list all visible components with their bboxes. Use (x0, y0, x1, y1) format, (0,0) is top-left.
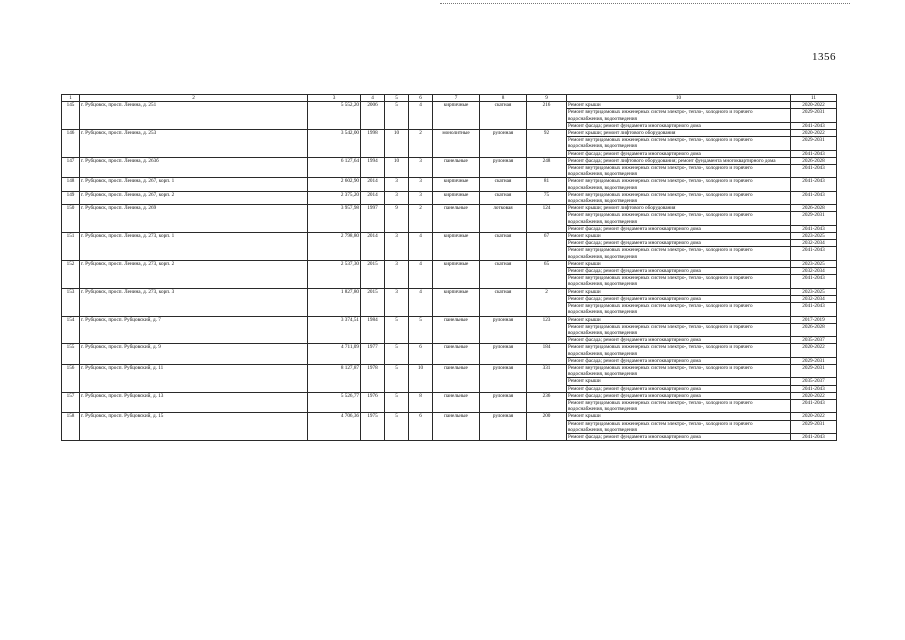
address-cell: г. Рубцовск, просп. Рубцовский, д. 11 (80, 364, 308, 392)
repair-period-cell: 2041-2043 (791, 275, 837, 288)
repair-work-cell: Ремонт фасада; ремонт фундамента многоквартирного дома (567, 385, 791, 392)
entrances-cell: 6 (409, 344, 433, 365)
year-cell: 2006 (361, 102, 385, 130)
column-number-row (62, 95, 837, 102)
wall-material-cell: кирпичные (433, 260, 480, 288)
year-cell: 1998 (361, 130, 385, 158)
roof-type-cell: рулонная (480, 392, 527, 413)
year-cell: 1994 (361, 157, 385, 178)
roof-type-cell: скатная (480, 233, 527, 261)
residents-cell: 216 (527, 102, 567, 130)
wall-material-cell: панельные (433, 413, 480, 441)
repair-period-cell: 2029-2031 (791, 357, 837, 364)
area-cell: 5 526,77 (308, 392, 361, 413)
address-cell: г. Рубцовск, просп. Ленина, д. 273, корп. 2 (80, 260, 308, 288)
repair-period-cell: 2026-2028 (791, 205, 837, 212)
row-number: 147 (62, 157, 80, 178)
residents-cell: 200 (527, 413, 567, 441)
repair-period-cell: 2023-2025 (791, 288, 837, 295)
row-number: 145 (62, 102, 80, 130)
repair-period-cell: 2029-2031 (791, 212, 837, 225)
entrances-cell: 4 (409, 102, 433, 130)
address-cell: г. Рубцовск, просп. Рубцовский, д. 9 (80, 344, 308, 365)
residents-cell: 184 (527, 344, 567, 365)
roof-type-cell: скатная (480, 288, 527, 316)
repair-period-cell: 2026-2028 (791, 157, 837, 164)
repair-work-cell: Ремонт крыши; ремонт лифтового оборудования (567, 130, 791, 137)
housing-register-table (61, 94, 837, 441)
address-cell: г. Рубцовск, просп. Ленина, д. 253 (80, 130, 308, 158)
repair-work-cell: Ремонт крыши (567, 102, 791, 109)
residents-cell: 2 (527, 288, 567, 316)
roof-type-cell: скатная (480, 191, 527, 204)
column-header: 7 (433, 95, 480, 102)
area-cell: 2 602,90 (308, 178, 361, 191)
repair-work-cell: Ремонт фасада; ремонт фундамента многоквартирного дома (567, 433, 791, 440)
repair-period-cell: 2041-2043 (791, 178, 837, 191)
repair-work-cell: Ремонт внутридомовых инженерных систем электро-, тепло-, холодного и горячего водоснабжения, водоотведения (567, 247, 791, 260)
row-number: 148 (62, 178, 80, 191)
residents-cell: 75 (527, 191, 567, 204)
repair-work-cell: Ремонт крыши (567, 260, 791, 267)
year-cell: 2015 (361, 288, 385, 316)
residents-cell: 124 (527, 205, 567, 233)
wall-material-cell: панельные (433, 205, 480, 233)
entrances-cell: 3 (409, 157, 433, 178)
repair-work-cell: Ремонт фасада; ремонт фундамента многоквартирного дома (567, 357, 791, 364)
repair-work-cell: Ремонт фасада; ремонт лифтового оборудования; ремонт фундамента многоквартирного дома (567, 157, 791, 164)
repair-period-cell: 2041-2043 (791, 150, 837, 157)
repair-work-cell: Ремонт внутридомовых инженерных систем электро-, тепло-, холодного и горячего водоснабжения, водоотведения (567, 323, 791, 336)
floors-cell: 10 (385, 157, 409, 178)
year-cell: 2014 (361, 191, 385, 204)
wall-material-cell: монолитные (433, 130, 480, 158)
address-cell: г. Рубцовск, просп. Ленина, д. 263б (80, 157, 308, 178)
table-row (62, 316, 837, 323)
page-number: 1356 (812, 51, 836, 63)
repair-work-cell: Ремонт внутридомовых инженерных систем электро-, тепло-, холодного и горячего водоснабжения, водоотведения (567, 212, 791, 225)
column-header: 3 (308, 95, 361, 102)
repair-work-cell: Ремонт внутридомовых инженерных систем электро-, тепло-, холодного и горячего водоснабжения, водоотведения (567, 399, 791, 412)
roof-type-cell: рулонная (480, 316, 527, 344)
repair-period-cell: 2020-2022 (791, 344, 837, 357)
address-cell: г. Рубцовск, просп. Ленина, д. 273, корп. 3 (80, 288, 308, 316)
repair-period-cell: 2026-2028 (791, 323, 837, 336)
roof-type-cell: скатная (480, 178, 527, 191)
area-cell: 2 375,20 (308, 191, 361, 204)
row-number: 153 (62, 288, 80, 316)
repair-work-cell: Ремонт внутридомовых инженерных систем электро-, тепло-, холодного и горячего водоснабжения, водоотведения (567, 364, 791, 377)
floors-cell: 3 (385, 233, 409, 261)
row-number: 149 (62, 191, 80, 204)
table-row (62, 288, 837, 295)
repair-period-cell: 2017-2019 (791, 316, 837, 323)
row-number: 156 (62, 364, 80, 392)
entrances-cell: 4 (409, 260, 433, 288)
wall-material-cell: кирпичные (433, 191, 480, 204)
repair-period-cell: 2023-2025 (791, 260, 837, 267)
repair-period-cell: 2020-2022 (791, 130, 837, 137)
repair-period-cell: 2035-2037 (791, 378, 837, 385)
repair-work-cell: Ремонт крыши (567, 316, 791, 323)
repair-period-cell: 2032-2034 (791, 268, 837, 275)
repair-period-cell: 2041-2043 (791, 165, 837, 178)
table-row (62, 205, 837, 212)
area-cell: 6 127,64 (308, 157, 361, 178)
area-cell: 3 957,98 (308, 205, 361, 233)
year-cell: 1977 (361, 344, 385, 365)
table-row (62, 157, 837, 164)
repair-work-cell: Ремонт внутридомовых инженерных систем электро-, тепло-, холодного и горячего водоснабжения, водоотведения (567, 191, 791, 204)
year-cell: 2014 (361, 233, 385, 261)
repair-period-cell: 2020-2022 (791, 413, 837, 420)
repair-work-cell: Ремонт внутридомовых инженерных систем электро-, тепло-, холодного и горячего водоснабжения, водоотведения (567, 344, 791, 357)
repair-work-cell: Ремонт крыши (567, 288, 791, 295)
repair-period-cell: 2041-2043 (791, 122, 837, 129)
repair-work-cell: Ремонт крыши (567, 233, 791, 240)
repair-work-cell: Ремонт фасада; ремонт фундамента многоквартирного дома (567, 150, 791, 157)
repair-period-cell: 2029-2031 (791, 109, 837, 122)
repair-period-cell: 2029-2031 (791, 420, 837, 433)
residents-cell: 92 (527, 130, 567, 158)
wall-material-cell: панельные (433, 157, 480, 178)
floors-cell: 5 (385, 392, 409, 413)
row-number: 150 (62, 205, 80, 233)
repair-period-cell: 2041-2043 (791, 225, 837, 232)
repair-work-cell: Ремонт внутридомовых инженерных систем электро-, тепло-, холодного и горячего водоснабжения, водоотведения (567, 275, 791, 288)
area-cell: 2 798,80 (308, 233, 361, 261)
table-row (62, 191, 837, 204)
table-row (62, 102, 837, 109)
wall-material-cell: кирпичные (433, 233, 480, 261)
column-header: 4 (361, 95, 385, 102)
repair-period-cell: 2032-2034 (791, 240, 837, 247)
column-header: 1 (62, 95, 80, 102)
entrances-cell: 5 (409, 316, 433, 344)
repair-work-cell: Ремонт внутридомовых инженерных систем электро-, тепло-, холодного и горячего водоснабжения, водоотведения (567, 178, 791, 191)
entrances-cell: 4 (409, 233, 433, 261)
table-row (62, 233, 837, 240)
repair-work-cell: Ремонт внутридомовых инженерных систем электро-, тепло-, холодного и горячего водоснабжения, водоотведения (567, 137, 791, 150)
repair-work-cell: Ремонт фасада; ремонт фундамента многоквартирного дома (567, 225, 791, 232)
residents-cell: 123 (527, 316, 567, 344)
wall-material-cell: панельные (433, 364, 480, 392)
column-header: 8 (480, 95, 527, 102)
floors-cell: 5 (385, 364, 409, 392)
column-header: 6 (409, 95, 433, 102)
floors-cell: 10 (385, 130, 409, 158)
repair-work-cell: Ремонт фасада; ремонт фундамента многоквартирного дома (567, 337, 791, 344)
residents-cell: 248 (527, 157, 567, 178)
residents-cell: 331 (527, 364, 567, 392)
table-row (62, 260, 837, 267)
repair-period-cell: 2032-2034 (791, 295, 837, 302)
entrances-cell: 4 (409, 288, 433, 316)
repair-period-cell: 2035-2037 (791, 337, 837, 344)
repair-work-cell: Ремонт крыши; ремонт лифтового оборудования (567, 205, 791, 212)
repair-period-cell: 2041-2043 (791, 385, 837, 392)
row-number: 157 (62, 392, 80, 413)
year-cell: 1978 (361, 364, 385, 392)
floors-cell: 3 (385, 178, 409, 191)
table-row (62, 413, 837, 420)
address-cell: г. Рубцовск, просп. Ленина, д. 251 (80, 102, 308, 130)
roof-type-cell: рулонная (480, 364, 527, 392)
repair-period-cell: 2041-2043 (791, 191, 837, 204)
repair-period-cell: 2029-2031 (791, 364, 837, 377)
address-cell: г. Рубцовск, просп. Ленина, д. 273, корп. 1 (80, 233, 308, 261)
repair-work-cell: Ремонт крыши (567, 413, 791, 420)
floors-cell: 3 (385, 260, 409, 288)
repair-period-cell: 2041-2043 (791, 433, 837, 440)
area-cell: 4 711,09 (308, 344, 361, 365)
roof-type-cell: рулонная (480, 130, 527, 158)
year-cell: 1976 (361, 392, 385, 413)
repair-work-cell: Ремонт внутридомовых инженерных систем электро-, тепло-, холодного и горячего водоснабжения, водоотведения (567, 420, 791, 433)
row-number: 151 (62, 233, 80, 261)
row-number: 158 (62, 413, 80, 441)
area-cell: 3 374,51 (308, 316, 361, 344)
floors-cell: 3 (385, 191, 409, 204)
repair-work-cell: Ремонт внутридомовых инженерных систем электро-, тепло-, холодного и горячего водоснабжения, водоотведения (567, 303, 791, 316)
roof-type-cell: скатная (480, 260, 527, 288)
roof-type-cell: скатная (480, 102, 527, 130)
floors-cell: 3 (385, 288, 409, 316)
row-number: 152 (62, 260, 80, 288)
repair-period-cell: 2023-2025 (791, 233, 837, 240)
address-cell: г. Рубцовск, просп. Рубцовский, д. 15 (80, 413, 308, 441)
repair-work-cell: Ремонт фасада; ремонт фундамента многоквартирного дома (567, 240, 791, 247)
year-cell: 1975 (361, 413, 385, 441)
entrances-cell: 2 (409, 205, 433, 233)
entrances-cell: 2 (409, 130, 433, 158)
year-cell: 1984 (361, 316, 385, 344)
entrances-cell: 6 (409, 413, 433, 441)
table-row (62, 178, 837, 191)
column-header: 9 (527, 95, 567, 102)
residents-cell: 81 (527, 178, 567, 191)
roof-type-cell: рулонная (480, 157, 527, 178)
scan-top-edge (440, 3, 850, 4)
table-body (62, 95, 837, 441)
repair-period-cell: 2020-2022 (791, 102, 837, 109)
row-number: 155 (62, 344, 80, 365)
entrances-cell: 8 (409, 392, 433, 413)
year-cell: 1997 (361, 205, 385, 233)
repair-work-cell: Ремонт фасада; ремонт фундамента многоквартирного дома (567, 295, 791, 302)
repair-period-cell: 2041-2043 (791, 399, 837, 412)
repair-period-cell: 2041-2043 (791, 247, 837, 260)
floors-cell: 5 (385, 102, 409, 130)
table-row (62, 344, 837, 357)
floors-cell: 5 (385, 344, 409, 365)
area-cell: 5 552,20 (308, 102, 361, 130)
roof-type-cell: рулонная (480, 344, 527, 365)
table-row (62, 392, 837, 399)
address-cell: г. Рубцовск, просп. Рубцовский, д. 7 (80, 316, 308, 344)
residents-cell: 65 (527, 260, 567, 288)
repair-period-cell: 2029-2031 (791, 137, 837, 150)
floors-cell: 9 (385, 205, 409, 233)
year-cell: 2014 (361, 178, 385, 191)
repair-work-cell: Ремонт крыши (567, 378, 791, 385)
area-cell: 1 827,80 (308, 288, 361, 316)
repair-work-cell: Ремонт внутридомовых инженерных систем электро-, тепло-, холодного и горячего водоснабжения, водоотведения (567, 109, 791, 122)
repair-work-cell: Ремонт фасада; ремонт фундамента многоквартирного дома (567, 122, 791, 129)
address-cell: г. Рубцовск, просп. Рубцовский, д. 13 (80, 392, 308, 413)
wall-material-cell: панельные (433, 344, 480, 365)
wall-material-cell: кирпичные (433, 102, 480, 130)
address-cell: г. Рубцовск, просп. Ленина, д. 267, корп. 2 (80, 191, 308, 204)
year-cell: 2015 (361, 260, 385, 288)
area-cell: 8 127,87 (308, 364, 361, 392)
address-cell: г. Рубцовск, просп. Ленина, д. 267, корп. 1 (80, 178, 308, 191)
entrances-cell: 10 (409, 364, 433, 392)
entrances-cell: 3 (409, 191, 433, 204)
area-cell: 4 706,36 (308, 413, 361, 441)
area-cell: 2 537,30 (308, 260, 361, 288)
repair-period-cell: 2020-2022 (791, 392, 837, 399)
wall-material-cell: кирпичные (433, 288, 480, 316)
residents-cell: 67 (527, 233, 567, 261)
area-cell: 3 542,00 (308, 130, 361, 158)
wall-material-cell: панельные (433, 392, 480, 413)
column-header: 5 (385, 95, 409, 102)
table-row (62, 130, 837, 137)
table-row (62, 364, 837, 377)
repair-work-cell: Ремонт фасада; ремонт фундамента многоквартирного дома (567, 268, 791, 275)
column-header: 10 (567, 95, 791, 102)
wall-material-cell: кирпичные (433, 178, 480, 191)
roof-type-cell: лотковая (480, 205, 527, 233)
wall-material-cell: панельные (433, 316, 480, 344)
floors-cell: 5 (385, 316, 409, 344)
repair-period-cell: 2041-2043 (791, 303, 837, 316)
repair-work-cell: Ремонт внутридомовых инженерных систем электро-, тепло-, холодного и горячего водоснабжения, водоотведения (567, 165, 791, 178)
roof-type-cell: рулонная (480, 413, 527, 441)
address-cell: г. Рубцовск, просп. Ленина, д. 269 (80, 205, 308, 233)
row-number: 154 (62, 316, 80, 344)
repair-work-cell: Ремонт фасада; ремонт фундамента многоквартирного дома (567, 392, 791, 399)
column-header: 2 (80, 95, 308, 102)
row-number: 146 (62, 130, 80, 158)
floors-cell: 5 (385, 413, 409, 441)
residents-cell: 236 (527, 392, 567, 413)
entrances-cell: 3 (409, 178, 433, 191)
column-header: 11 (791, 95, 837, 102)
